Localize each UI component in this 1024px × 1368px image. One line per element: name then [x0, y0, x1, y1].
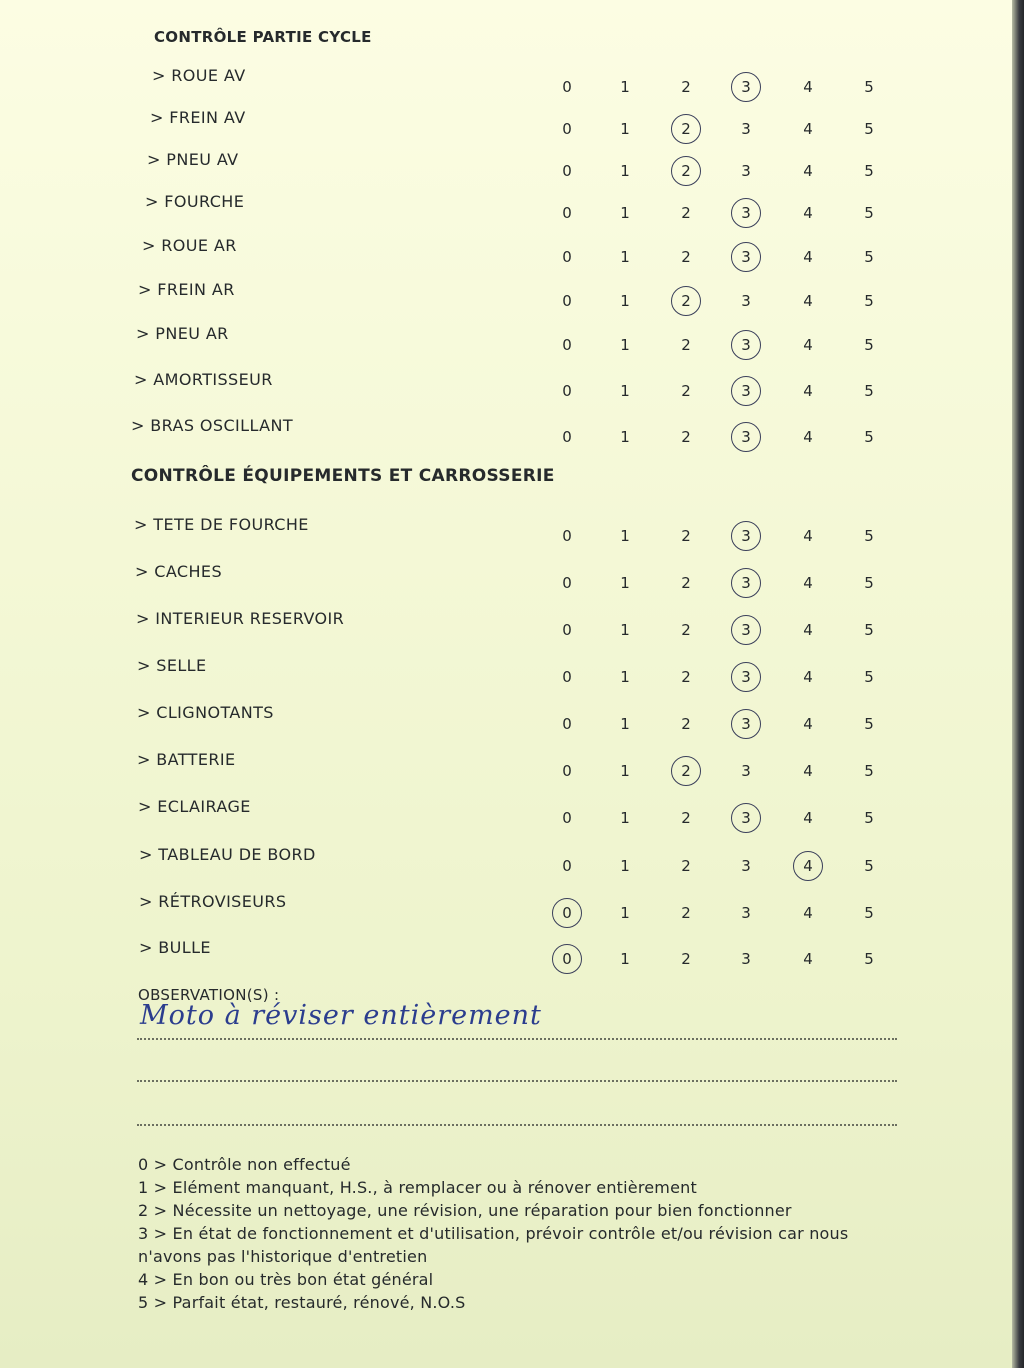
- score-0: 0: [562, 428, 572, 446]
- score-4: 4: [803, 204, 813, 222]
- page-edge-shadow: [1012, 0, 1024, 1368]
- score-2: 2: [681, 292, 691, 310]
- legend-line: 2 > Nécessite un nettoyage, une révision, une réparation pour bien fonctionner: [138, 1201, 792, 1220]
- score-2: 2: [681, 574, 691, 592]
- score-3: 3: [741, 904, 751, 922]
- score-3: 3: [741, 809, 751, 827]
- score-0: 0: [562, 120, 572, 138]
- score-4: 4: [803, 292, 813, 310]
- score-4: 4: [803, 162, 813, 180]
- observations-label: OBSERVATION(S) :: [138, 986, 280, 1004]
- score-3: 3: [741, 336, 751, 354]
- score-2: 2: [681, 950, 691, 968]
- score-5: 5: [864, 904, 874, 922]
- score-5: 5: [864, 248, 874, 266]
- score-1: 1: [620, 715, 630, 733]
- score-2: 2: [681, 857, 691, 875]
- row-label: > BULLE: [139, 938, 211, 957]
- score-4: 4: [803, 857, 813, 875]
- selected-score-circle: [731, 242, 761, 272]
- score-5: 5: [864, 762, 874, 780]
- score-3: 3: [741, 527, 751, 545]
- score-0: 0: [562, 950, 572, 968]
- score-5: 5: [864, 950, 874, 968]
- row-label: > INTERIEUR RESERVOIR: [136, 609, 345, 628]
- row-label: > ECLAIRAGE: [138, 797, 251, 816]
- score-0: 0: [562, 809, 572, 827]
- selected-score-circle: [731, 709, 761, 739]
- row-label: > PNEU AR: [136, 324, 229, 343]
- row-label: > AMORTISSEUR: [134, 370, 273, 389]
- score-0: 0: [562, 668, 572, 686]
- selected-score-circle: [793, 851, 823, 881]
- score-3: 3: [741, 621, 751, 639]
- score-4: 4: [803, 120, 813, 138]
- score-5: 5: [864, 809, 874, 827]
- row-label: > RÉTROVISEURS: [139, 892, 287, 911]
- row-label: > SELLE: [137, 656, 207, 675]
- selected-score-circle: [731, 662, 761, 692]
- row-label: > PNEU AV: [147, 150, 239, 169]
- score-4: 4: [803, 574, 813, 592]
- score-2: 2: [681, 78, 691, 96]
- score-2: 2: [681, 809, 691, 827]
- section-title-equipements-carrosserie: CONTRÔLE ÉQUIPEMENTS ET CARROSSERIE: [131, 466, 555, 486]
- row-label: > ROUE AR: [142, 236, 237, 255]
- score-0: 0: [562, 336, 572, 354]
- score-3: 3: [741, 292, 751, 310]
- score-2: 2: [681, 248, 691, 266]
- selected-score-circle: [731, 615, 761, 645]
- selected-score-circle: [731, 568, 761, 598]
- score-3: 3: [741, 950, 751, 968]
- row-label: > TABLEAU DE BORD: [139, 845, 316, 864]
- score-5: 5: [864, 668, 874, 686]
- score-5: 5: [864, 527, 874, 545]
- score-5: 5: [864, 428, 874, 446]
- score-1: 1: [620, 809, 630, 827]
- legend-line: 5 > Parfait état, restauré, rénové, N.O.S: [138, 1293, 466, 1312]
- score-1: 1: [620, 120, 630, 138]
- observation-line: [137, 1038, 897, 1040]
- row-label: > BRAS OSCILLANT: [131, 416, 294, 435]
- score-4: 4: [803, 78, 813, 96]
- score-3: 3: [741, 162, 751, 180]
- selected-score-circle: [731, 422, 761, 452]
- selected-score-circle: [552, 898, 582, 928]
- score-4: 4: [803, 621, 813, 639]
- score-4: 4: [803, 668, 813, 686]
- score-2: 2: [681, 382, 691, 400]
- observation-line: [137, 1080, 897, 1082]
- score-1: 1: [620, 382, 630, 400]
- score-1: 1: [620, 248, 630, 266]
- score-0: 0: [562, 574, 572, 592]
- row-label: > TETE DE FOURCHE: [134, 515, 309, 534]
- score-4: 4: [803, 950, 813, 968]
- score-4: 4: [803, 428, 813, 446]
- score-2: 2: [681, 336, 691, 354]
- score-3: 3: [741, 857, 751, 875]
- score-1: 1: [620, 621, 630, 639]
- score-5: 5: [864, 78, 874, 96]
- score-1: 1: [620, 574, 630, 592]
- score-1: 1: [620, 857, 630, 875]
- score-4: 4: [803, 809, 813, 827]
- score-5: 5: [864, 574, 874, 592]
- score-5: 5: [864, 621, 874, 639]
- score-5: 5: [864, 162, 874, 180]
- row-label: > ROUE AV: [152, 66, 246, 85]
- score-5: 5: [864, 336, 874, 354]
- legend-line: 1 > Elément manquant, H.S., à remplacer ou à rénover entièrement: [138, 1178, 697, 1197]
- score-0: 0: [562, 621, 572, 639]
- section-title-partie-cycle: CONTRÔLE PARTIE CYCLE: [154, 28, 372, 46]
- score-0: 0: [562, 527, 572, 545]
- score-1: 1: [620, 904, 630, 922]
- row-label: > CLIGNOTANTS: [137, 703, 274, 722]
- score-4: 4: [803, 904, 813, 922]
- score-0: 0: [562, 248, 572, 266]
- score-1: 1: [620, 668, 630, 686]
- score-4: 4: [803, 336, 813, 354]
- score-5: 5: [864, 120, 874, 138]
- score-1: 1: [620, 204, 630, 222]
- score-5: 5: [864, 715, 874, 733]
- legend-line: 0 > Contrôle non effectué: [138, 1155, 351, 1174]
- score-3: 3: [741, 428, 751, 446]
- score-4: 4: [803, 248, 813, 266]
- score-2: 2: [681, 120, 691, 138]
- score-2: 2: [681, 428, 691, 446]
- score-3: 3: [741, 574, 751, 592]
- score-1: 1: [620, 527, 630, 545]
- legend-line: 4 > En bon ou très bon état général: [138, 1270, 434, 1289]
- score-0: 0: [562, 857, 572, 875]
- score-4: 4: [803, 715, 813, 733]
- score-2: 2: [681, 621, 691, 639]
- score-5: 5: [864, 857, 874, 875]
- selected-score-circle: [671, 156, 701, 186]
- score-2: 2: [681, 762, 691, 780]
- score-0: 0: [562, 715, 572, 733]
- score-0: 0: [562, 204, 572, 222]
- score-2: 2: [681, 204, 691, 222]
- row-label: > FREIN AV: [150, 108, 246, 127]
- score-0: 0: [562, 292, 572, 310]
- score-2: 2: [681, 715, 691, 733]
- score-1: 1: [620, 78, 630, 96]
- selected-score-circle: [552, 944, 582, 974]
- selected-score-circle: [731, 521, 761, 551]
- score-1: 1: [620, 292, 630, 310]
- selected-score-circle: [671, 286, 701, 316]
- score-4: 4: [803, 527, 813, 545]
- selected-score-circle: [731, 72, 761, 102]
- selected-score-circle: [731, 330, 761, 360]
- score-4: 4: [803, 762, 813, 780]
- selected-score-circle: [671, 114, 701, 144]
- score-0: 0: [562, 78, 572, 96]
- observation-line: [137, 1124, 897, 1126]
- row-label: > FOURCHE: [145, 192, 245, 211]
- score-1: 1: [620, 428, 630, 446]
- score-3: 3: [741, 715, 751, 733]
- legend-line: n'avons pas l'historique d'entretien: [138, 1247, 428, 1266]
- score-3: 3: [741, 204, 751, 222]
- score-2: 2: [681, 904, 691, 922]
- row-label: > FREIN AR: [138, 280, 235, 299]
- legend-line: 3 > En état de fonctionnement et d'utilisation, prévoir contrôle et/ou révision car nous: [138, 1224, 849, 1243]
- score-0: 0: [562, 904, 572, 922]
- score-2: 2: [681, 668, 691, 686]
- score-1: 1: [620, 762, 630, 780]
- score-3: 3: [741, 78, 751, 96]
- selected-score-circle: [731, 198, 761, 228]
- score-2: 2: [681, 162, 691, 180]
- selected-score-circle: [731, 376, 761, 406]
- score-1: 1: [620, 336, 630, 354]
- score-5: 5: [864, 292, 874, 310]
- row-label: > BATTERIE: [137, 750, 236, 769]
- score-3: 3: [741, 668, 751, 686]
- score-2: 2: [681, 527, 691, 545]
- score-1: 1: [620, 162, 630, 180]
- score-5: 5: [864, 382, 874, 400]
- score-4: 4: [803, 382, 813, 400]
- score-1: 1: [620, 950, 630, 968]
- score-0: 0: [562, 762, 572, 780]
- score-3: 3: [741, 248, 751, 266]
- observations-handwritten-note: Moto à réviser entièrement: [140, 1000, 542, 1031]
- score-5: 5: [864, 204, 874, 222]
- selected-score-circle: [731, 803, 761, 833]
- score-0: 0: [562, 162, 572, 180]
- selected-score-circle: [671, 756, 701, 786]
- rating-legend: [138, 1153, 898, 1314]
- score-0: 0: [562, 382, 572, 400]
- score-3: 3: [741, 382, 751, 400]
- score-3: 3: [741, 120, 751, 138]
- row-label: > CACHES: [135, 562, 222, 581]
- score-3: 3: [741, 762, 751, 780]
